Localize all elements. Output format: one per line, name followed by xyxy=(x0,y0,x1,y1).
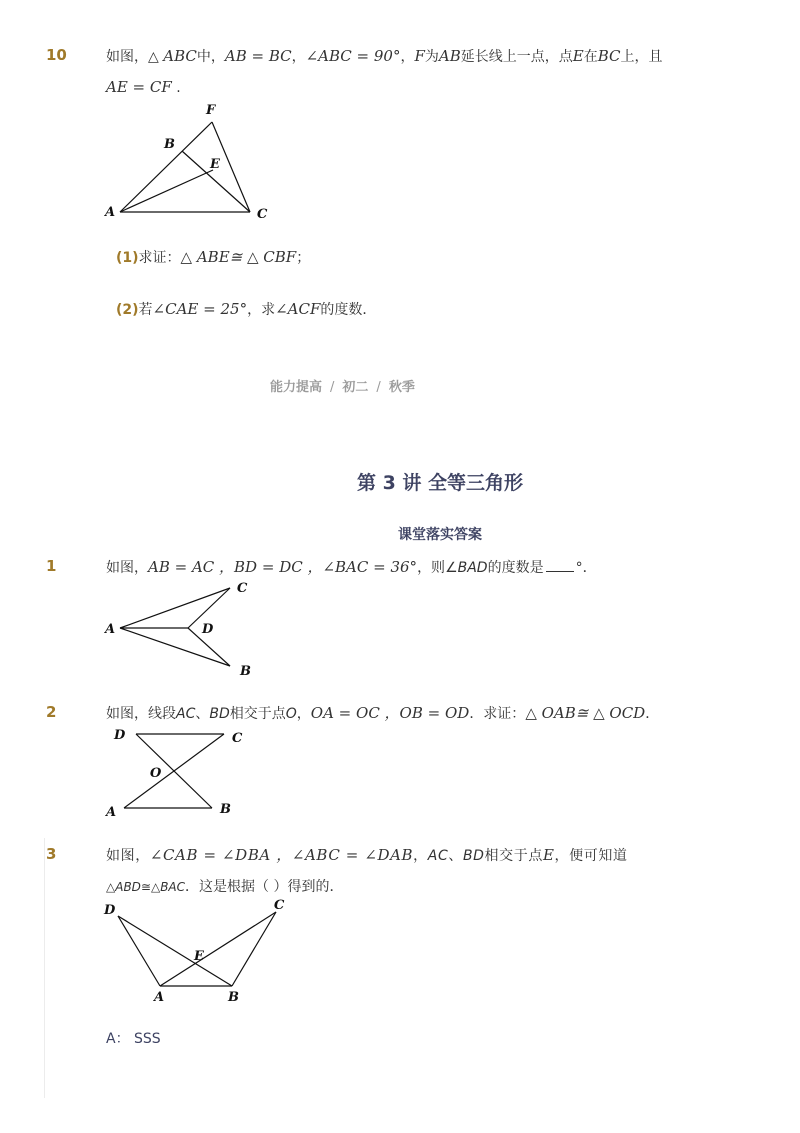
question-number: 2 xyxy=(46,703,57,721)
breadcrumb-item[interactable]: 秋季 xyxy=(388,380,415,395)
triangle-symbol: △ xyxy=(148,49,159,65)
text-span: 中， xyxy=(196,49,225,65)
math-expr: ∠BAD xyxy=(445,560,488,576)
question-text-line2 xyxy=(106,78,181,96)
text-span: 求证： xyxy=(138,250,181,266)
math-expr: ∠ACF xyxy=(275,300,321,318)
text-span: 在 xyxy=(583,49,598,65)
text-span: 延长线上一点，点 xyxy=(460,49,573,65)
text-span: ， xyxy=(413,848,428,864)
math-expr: △ OAB≅ △ OCD xyxy=(525,704,646,722)
text-span: 为 xyxy=(424,49,439,65)
label-B: B xyxy=(164,137,175,152)
question-text xyxy=(106,702,659,723)
line-AF xyxy=(120,122,212,212)
math-expr: F xyxy=(414,47,425,65)
answer-option[interactable] xyxy=(106,1028,161,1048)
label-E: E xyxy=(210,157,220,172)
label-D: D xyxy=(114,728,126,743)
line-AB xyxy=(120,628,230,666)
answer-value: SSS xyxy=(134,1031,161,1047)
math-expr: AB = AC ，BD = DC ，∠BAC = 36° xyxy=(148,558,418,576)
label-A: A xyxy=(105,205,116,220)
math-expr: AC xyxy=(176,706,196,722)
math-expr: AB xyxy=(438,47,461,65)
text-span: 的度数是 xyxy=(487,560,544,576)
text-span: 上，且 xyxy=(620,49,663,65)
answer-label: A： xyxy=(106,1031,130,1047)
label-C: C xyxy=(232,731,243,746)
breadcrumb-item[interactable]: 初二 xyxy=(342,380,369,395)
sub-question-2 xyxy=(116,299,376,319)
line-CB xyxy=(232,912,276,986)
sub-number: (2) xyxy=(116,302,139,318)
line-AC xyxy=(120,588,230,628)
breadcrumb-separator: / xyxy=(330,380,335,395)
breadcrumb-separator: / xyxy=(376,380,381,395)
math-expr: △ABD≅△BAC xyxy=(106,880,186,894)
label-B: B xyxy=(220,802,231,817)
text-span: 的度数． xyxy=(320,302,377,318)
math-expr: BC xyxy=(597,47,621,65)
math-expr: O xyxy=(285,706,297,722)
line-AC xyxy=(160,912,276,986)
text-span: 如图， xyxy=(106,560,148,576)
text-span: ， xyxy=(296,706,311,722)
text-span: ．这是根据（ ）得到的． xyxy=(185,879,344,895)
line-DB xyxy=(136,734,212,808)
label-C: C xyxy=(274,898,285,913)
math-expr: E xyxy=(572,47,584,65)
section-title: 课堂落实答案 xyxy=(398,527,482,543)
text-span: ， xyxy=(400,49,415,65)
math-expr: OA = OC ，OB = OD xyxy=(310,704,470,722)
breadcrumb-item[interactable]: 能力提高 xyxy=(270,380,323,395)
label-A: A xyxy=(106,805,117,820)
label-D: D xyxy=(104,903,116,918)
figure-q3 xyxy=(100,898,300,1008)
math-expr: E xyxy=(542,846,555,864)
text-span: ，则 xyxy=(417,560,446,576)
math-expr: ∠CAE = 25° xyxy=(152,300,248,318)
text-span: 、 xyxy=(195,706,210,722)
label-B: B xyxy=(240,664,251,679)
text-span: ，便可知道 xyxy=(554,848,628,864)
breadcrumb xyxy=(270,376,415,395)
label-D: D xyxy=(202,622,214,637)
text-span: ． xyxy=(645,706,660,722)
line-DA xyxy=(118,916,160,986)
text-span: 、 xyxy=(448,848,463,864)
math-expr: BD xyxy=(209,706,230,722)
text-span: 如图， xyxy=(106,49,148,65)
question-text xyxy=(106,556,597,577)
text-span: 如图，线段 xyxy=(106,706,176,722)
text-span: ， xyxy=(291,49,306,65)
question-number: 3 xyxy=(46,845,57,863)
line-AE xyxy=(120,170,213,212)
text-span: 若 xyxy=(138,302,153,318)
text-span: 如图， xyxy=(106,848,150,864)
text-span: 相交于点 xyxy=(484,848,543,864)
figure-q2 xyxy=(100,724,250,824)
text-span: 相交于点 xyxy=(229,706,286,722)
math-expr: AE = CF xyxy=(106,78,172,96)
math-expr: AC xyxy=(427,848,449,864)
text-span: . xyxy=(176,80,181,96)
math-expr: BD xyxy=(462,848,485,864)
lecture-title: 第 3 讲 全等三角形 xyxy=(356,472,524,494)
label-A: A xyxy=(154,990,165,1005)
label-O: O xyxy=(150,766,162,781)
label-C: C xyxy=(237,581,248,596)
question-text xyxy=(106,46,663,66)
math-expr: ABC xyxy=(163,47,197,65)
question-number: 10 xyxy=(46,46,67,64)
math-expr: △ ABE≅ △ CBF xyxy=(180,248,297,266)
label-C: C xyxy=(257,207,268,222)
figure-q10 xyxy=(100,98,290,226)
text-span: ，求 xyxy=(247,302,276,318)
math-expr: ∠CAB = ∠DBA ，∠ABC = ∠DAB xyxy=(149,846,414,864)
sub-question-1 xyxy=(116,247,310,267)
divider xyxy=(44,838,45,1098)
text-span: ．求证： xyxy=(469,706,526,722)
question-text-line2 xyxy=(106,876,343,896)
text-span: °． xyxy=(575,560,597,576)
question-number: 1 xyxy=(46,557,57,575)
label-E: E xyxy=(194,949,204,964)
text-span: ； xyxy=(296,250,311,266)
math-expr: ∠ABC = 90° xyxy=(305,47,401,65)
sub-number: (1) xyxy=(116,250,139,266)
label-F: F xyxy=(206,103,216,118)
answer-blank[interactable] xyxy=(546,571,574,572)
label-B: B xyxy=(228,990,239,1005)
question-text xyxy=(106,844,628,865)
label-A: A xyxy=(105,622,116,637)
math-expr: AB = BC xyxy=(224,47,292,65)
figure-q1 xyxy=(100,578,270,682)
